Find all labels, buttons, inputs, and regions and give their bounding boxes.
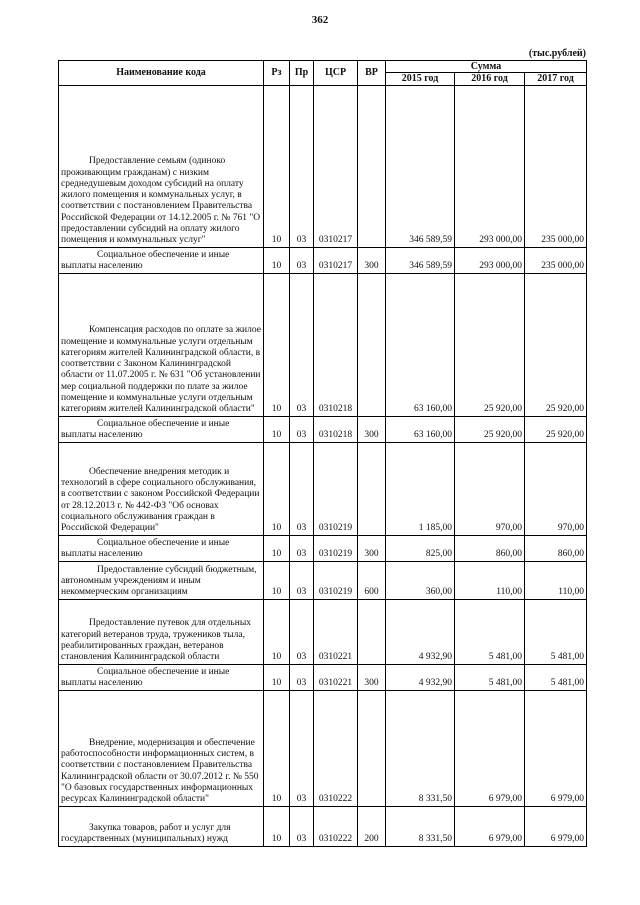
row-csr: 0310222	[314, 806, 358, 846]
header-csr: ЦСР	[314, 61, 358, 86]
row-rz: 10	[264, 247, 290, 273]
row-name: Внедрение, модернизация и обеспечение работоспособности информационных систем, в соответствии с постановлением Правительства Калининградской области от 30.07.2012 г. № 550 "О базовых государственных информационных ресурсах Калининградской области"	[59, 690, 264, 806]
row-sum-2017: 6 979,00	[525, 806, 587, 846]
row-csr: 0310221	[314, 664, 358, 690]
row-pr: 03	[290, 535, 314, 561]
units-label: (тыс.рублей)	[528, 48, 586, 59]
row-name: Компенсация расходов по оплате за жилое помещение и коммунальные услуги отдельным категориям жителей Калининградской области, в соответствии с Законом Калининградской области от 11.07.2005 г. № 631 "Об установлении мер социальной поддержки по плате за жилое помещение и коммунальные услуги отдельным категориям жителей Калининградской области"	[59, 273, 264, 416]
header-2015: 2015 год	[386, 73, 455, 85]
row-csr: 0310217	[314, 85, 358, 247]
table-row	[59, 247, 587, 273]
row-pr: 03	[290, 442, 314, 535]
table-row	[59, 561, 587, 599]
row-sum-2016: 110,00	[455, 561, 525, 599]
row-sum-2015: 4 932,90	[386, 664, 455, 690]
row-name: Предоставление путевок для отдельных категорий ветеранов труда, тружеников тыла, реабилитированных граждан, ветеранов становления Калининградской области	[59, 599, 264, 664]
row-pr: 03	[290, 561, 314, 599]
row-sum-2017: 6 979,00	[525, 690, 587, 806]
row-sum-2017: 5 481,00	[525, 664, 587, 690]
row-vr	[358, 690, 386, 806]
table-row	[59, 535, 587, 561]
row-vr: 300	[358, 416, 386, 442]
page-number: 362	[311, 14, 329, 26]
row-name: Обеспечение внедрения методик и технологий в сфере социального обслуживания, в соответствии с законом Российской Федерации от 28.12.2013 г. № 442-ФЗ "Об основах социального обслуживания граждан в Российской Федерации"	[59, 442, 264, 535]
row-sum-2016: 5 481,00	[455, 664, 525, 690]
row-pr: 03	[290, 599, 314, 664]
row-rz: 10	[264, 599, 290, 664]
table-row	[59, 273, 587, 416]
header-sum: Сумма	[386, 61, 587, 73]
row-rz: 10	[264, 535, 290, 561]
row-csr: 0310221	[314, 599, 358, 664]
row-sum-2015: 360,00	[386, 561, 455, 599]
row-sum-2015: 1 185,00	[386, 442, 455, 535]
row-rz: 10	[264, 416, 290, 442]
row-name: Предоставление семьям (одиноко проживающим гражданам) с низким среднедушевым доходом субсидий на оплату жилого помещения и коммунальных услуг, в соответствии с постановлением Правительства Российской Федерации от 14.12.2005 г. № 761 "О предоставлении субсидий на оплату жилого помещения и коммунальных услуг"	[59, 85, 264, 247]
header-pr: Пр	[290, 61, 314, 86]
row-pr: 03	[290, 416, 314, 442]
row-vr: 300	[358, 664, 386, 690]
row-pr: 03	[290, 273, 314, 416]
row-name: Социальное обеспечение и иные выплаты населению	[59, 416, 264, 442]
header-vr: ВР	[358, 61, 386, 86]
table-row	[59, 442, 587, 535]
row-csr: 0310217	[314, 247, 358, 273]
row-rz: 10	[264, 273, 290, 416]
row-csr: 0310222	[314, 690, 358, 806]
header-2016: 2016 год	[455, 73, 525, 85]
row-rz: 10	[264, 806, 290, 846]
row-sum-2015: 63 160,00	[386, 416, 455, 442]
row-sum-2015: 4 932,90	[386, 599, 455, 664]
row-name: Социальное обеспечение и иные выплаты населению	[59, 247, 264, 273]
row-name: Социальное обеспечение и иные выплаты населению	[59, 535, 264, 561]
row-pr: 03	[290, 690, 314, 806]
row-vr	[358, 273, 386, 416]
row-sum-2016: 970,00	[455, 442, 525, 535]
header-rz: Рз	[264, 61, 290, 86]
row-sum-2016: 293 000,00	[455, 85, 525, 247]
budget-table	[58, 60, 587, 847]
row-csr: 0310219	[314, 535, 358, 561]
row-sum-2015: 8 331,50	[386, 690, 455, 806]
row-csr: 0310219	[314, 442, 358, 535]
header-name: Наименование кода	[59, 61, 264, 86]
table-row	[59, 806, 587, 846]
row-name: Социальное обеспечение и иные выплаты населению	[59, 664, 264, 690]
row-vr: 300	[358, 247, 386, 273]
row-sum-2017: 25 920,00	[525, 273, 587, 416]
row-sum-2015: 825,00	[386, 535, 455, 561]
row-sum-2017: 970,00	[525, 442, 587, 535]
row-sum-2016: 6 979,00	[455, 806, 525, 846]
row-sum-2016: 5 481,00	[455, 599, 525, 664]
row-sum-2015: 8 331,50	[386, 806, 455, 846]
row-sum-2016: 25 920,00	[455, 416, 525, 442]
row-sum-2016: 293 000,00	[455, 247, 525, 273]
row-rz: 10	[264, 561, 290, 599]
row-rz: 10	[264, 85, 290, 247]
row-sum-2016: 25 920,00	[455, 273, 525, 416]
row-vr: 300	[358, 535, 386, 561]
row-csr: 0310218	[314, 273, 358, 416]
header-2017: 2017 год	[525, 73, 587, 85]
row-sum-2017: 860,00	[525, 535, 587, 561]
row-sum-2015: 346 589,59	[386, 85, 455, 247]
row-sum-2017: 5 481,00	[525, 599, 587, 664]
row-rz: 10	[264, 442, 290, 535]
row-pr: 03	[290, 85, 314, 247]
row-csr: 0310218	[314, 416, 358, 442]
table-row	[59, 664, 587, 690]
row-csr: 0310219	[314, 561, 358, 599]
row-rz: 10	[264, 690, 290, 806]
row-name: Предоставление субсидий бюджетным, автономным учреждениям и иным некоммерческим организациям	[59, 561, 264, 599]
row-sum-2016: 6 979,00	[455, 690, 525, 806]
row-vr: 600	[358, 561, 386, 599]
row-vr	[358, 599, 386, 664]
row-sum-2017: 235 000,00	[525, 85, 587, 247]
row-pr: 03	[290, 664, 314, 690]
row-sum-2017: 25 920,00	[525, 416, 587, 442]
row-pr: 03	[290, 806, 314, 846]
row-sum-2016: 860,00	[455, 535, 525, 561]
row-sum-2017: 235 000,00	[525, 247, 587, 273]
row-rz: 10	[264, 664, 290, 690]
row-vr	[358, 85, 386, 247]
row-vr	[358, 442, 386, 535]
row-sum-2015: 346 589,59	[386, 247, 455, 273]
table-row	[59, 85, 587, 247]
table-row	[59, 690, 587, 806]
row-name: Закупка товаров, работ и услуг для государственных (муниципальных) нужд	[59, 806, 264, 846]
row-sum-2015: 63 160,00	[386, 273, 455, 416]
row-pr: 03	[290, 247, 314, 273]
row-vr: 200	[358, 806, 386, 846]
row-sum-2017: 110,00	[525, 561, 587, 599]
table-row	[59, 416, 587, 442]
table-row	[59, 599, 587, 664]
